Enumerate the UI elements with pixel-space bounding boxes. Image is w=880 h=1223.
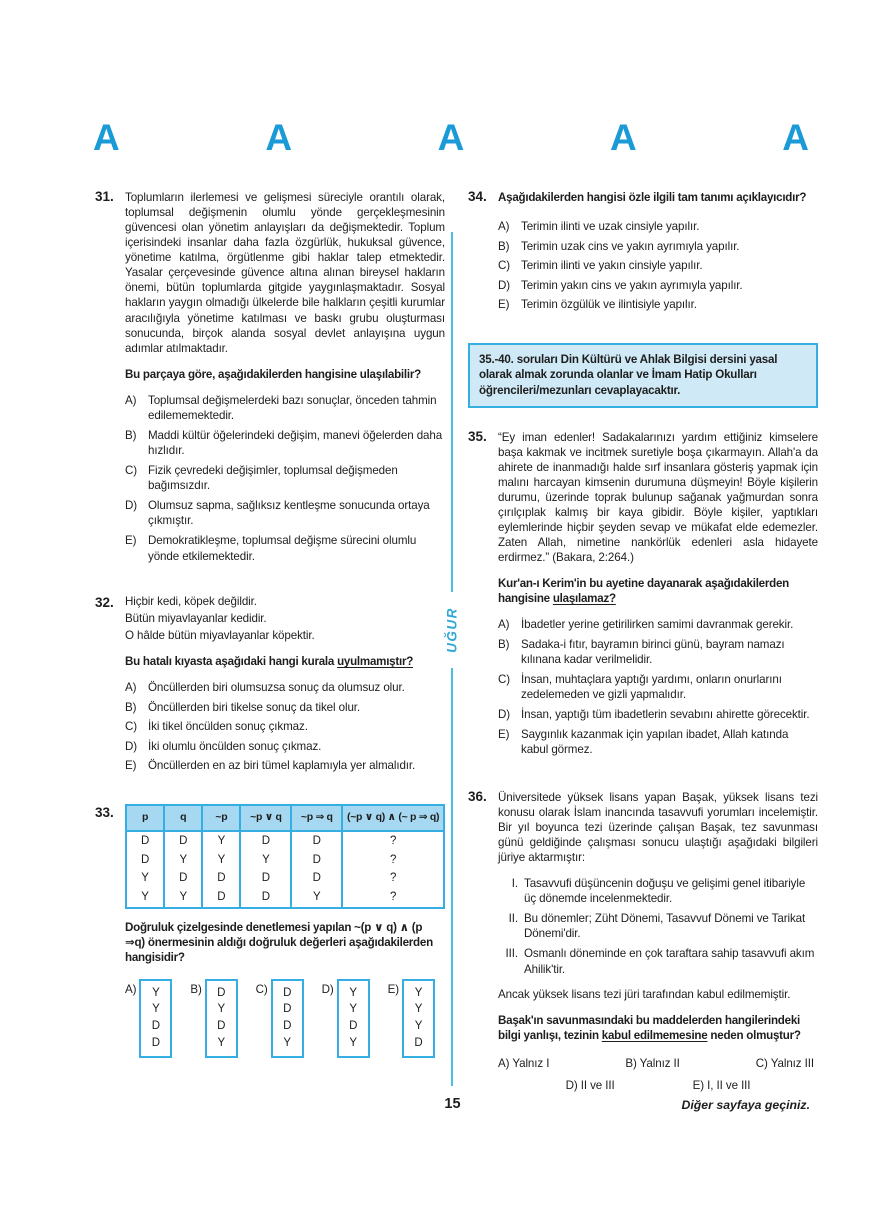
option-text: Toplumsal değişmelerdeki bazı sonuçlar, önceden tahmin edilememektedir.: [148, 393, 437, 423]
question-31: [95, 188, 445, 568]
truth-table-cell: ?: [342, 851, 444, 870]
option-label: E): [387, 982, 399, 996]
truth-table-cell: D: [126, 851, 164, 870]
option-text: Terimin özgülük ve ilintisiyle yapılır.: [521, 298, 697, 312]
stem-underlined-text: ulaşılamaz?: [552, 592, 616, 606]
section-instruction-box: 35.-40. soruları Din Kültürü ve Ahlak Bilgisi dersini yasal olarak almak zorunda olanlar ve İmam Hatip Okulları öğrencileri/mezunları cevaplayacaktır.: [468, 343, 818, 408]
truth-table-cell: ?: [342, 888, 444, 908]
stem-underlined-text: kabul edilmemesine: [601, 1029, 708, 1043]
question-stem: [125, 654, 445, 669]
option-a: [498, 617, 818, 633]
option-text: Olumsuz sapma, sağlıksız kentleşme sonucunda ortaya çıkmıştır.: [148, 498, 430, 528]
question-32: [95, 594, 445, 778]
option-text: Yalnız III: [770, 1057, 814, 1071]
question-number: 33.: [95, 804, 114, 820]
option-text: II ve III: [580, 1079, 615, 1093]
truth-value: Y: [349, 1003, 357, 1016]
booklet-letter-row: [93, 119, 809, 156]
truth-table-cell: D: [126, 831, 164, 851]
question-stem: Doğruluk çizelgesinde denetlemesi yapılan ~(p ∨ q) ∧ (p ⇒q) önermesinin aldığı doğruluk değerleri aşağıdakilerden hangisidir?: [125, 921, 433, 965]
option-label: B): [125, 428, 137, 442]
statement-text: Osmanlı döneminde en çok taraftara sahip tasavvufi akım Ahilik'tir.: [524, 947, 815, 976]
question-number: 31.: [95, 189, 114, 204]
option-text: İnsan, yaptığı tüm ibadetlerin sevabını ahirette görecektir.: [521, 707, 810, 721]
options-row-1: [498, 1056, 818, 1071]
option-d: [498, 707, 818, 723]
option-e: [125, 533, 445, 564]
right-column: [468, 188, 818, 1119]
options-row-2: [498, 1078, 818, 1093]
truth-table-cell: D: [202, 869, 240, 888]
question-body: [498, 428, 818, 762]
option-c: [125, 719, 445, 735]
question-body: [125, 804, 445, 1058]
option-c: [498, 672, 818, 703]
option-text: İnsan, muhtaçlara yaptığı yardımı, onların onurlarını zedelemeden ve gizli yapmalıdır.: [521, 672, 782, 702]
option-text: Yalnız I: [512, 1057, 550, 1071]
truth-table-cell: ?: [342, 869, 444, 888]
option-text: I, II ve III: [707, 1079, 751, 1093]
truth-table-cell: D: [164, 831, 202, 851]
question-36: [468, 788, 818, 1094]
option-label: C): [125, 463, 138, 477]
truth-table-cell: D: [291, 851, 342, 870]
option-label: B): [625, 1057, 637, 1071]
stem-text: neden olmuştur?: [707, 1029, 801, 1043]
option-label: B): [125, 700, 137, 714]
option-d: [125, 739, 445, 755]
option-text: İki tikel öncülden sonuç çıkmaz.: [148, 720, 308, 734]
option-label: D): [125, 498, 138, 512]
option-c: [756, 1056, 814, 1071]
truth-table-cell: D: [240, 869, 291, 888]
content-columns: [95, 188, 818, 1119]
truth-table-row: [126, 888, 444, 908]
option-b: [625, 1056, 679, 1071]
truth-values-box: [205, 979, 238, 1059]
stem-text: Bu hatalı kıyasta aşağıdaki hangi kurala: [125, 655, 338, 669]
option-text: Terimin uzak cins ve yakın ayrımıyla yapılır.: [521, 239, 740, 253]
truth-table-cell: Y: [291, 888, 342, 908]
option-text: Maddi kültür öğelerindeki değişim, manevi öğelerden daha hızlıdır.: [148, 428, 443, 458]
truth-value: Y: [217, 1037, 226, 1050]
option-label: E): [498, 298, 510, 312]
option-label: E): [125, 534, 137, 547]
stem-text: Başak'ın savunmasındaki bu maddelerden hangilerindeki bilgi yanlışı, tezinin: [498, 1014, 800, 1043]
option-a: [125, 979, 172, 1059]
premise-line: Hiçbir kedi, köpek değildir.: [125, 595, 257, 609]
option-e: [125, 758, 445, 774]
option-d: [125, 498, 445, 529]
option-label: A): [125, 393, 137, 407]
question-body: [125, 188, 445, 568]
publisher-watermark: UĞUR: [444, 607, 460, 653]
truth-table-header-row: [126, 805, 444, 831]
truth-table-cell: Y: [202, 851, 240, 870]
question-body: [498, 188, 818, 317]
option-label: D): [565, 1079, 578, 1093]
option-e: [498, 727, 818, 758]
truth-table-header-cell: ~p: [202, 805, 240, 831]
question-number: 35.: [468, 428, 487, 444]
question-number: 34.: [468, 189, 487, 204]
option-d: [566, 1078, 615, 1093]
booklet-letter: A: [93, 117, 120, 158]
option-c: [125, 463, 445, 494]
question-stem: Bu parçaya göre, aşağıdakilerden hangisine ulaşılabilir?: [125, 367, 421, 381]
option-c: [498, 258, 818, 274]
option-text: Terimin ilinti ve yakın cinsiyle yapılır.: [521, 259, 703, 273]
left-column: [95, 188, 445, 1119]
truth-value: Y: [349, 986, 357, 999]
truth-table-cell: D: [240, 888, 291, 908]
option-label: D): [321, 982, 334, 996]
stem-text: Kur'an-ı Kerim'in bu ayetine dayanarak aşağıdakilerden hangisine: [498, 577, 789, 606]
statement-ii: [498, 911, 818, 942]
option-e: [498, 297, 818, 313]
option-text: Terimin yakın cins ve yakın ayrımıyla yapılır.: [521, 278, 743, 292]
option-label: C): [125, 720, 138, 734]
truth-table-cell: D: [291, 869, 342, 888]
option-label: B): [498, 239, 510, 253]
option-label: A): [498, 220, 510, 234]
option-label: D): [498, 707, 511, 721]
question-stem: [498, 576, 818, 606]
truth-table-row: [126, 851, 444, 870]
option-text: Terimin ilinti ve uzak cinsiyle yapılır.: [521, 220, 700, 234]
truth-table-cell: D: [240, 831, 291, 851]
booklet-letter: A: [782, 117, 809, 158]
truth-table-header-cell: (~p ∨ q) ∧ (~ p ⇒ q): [342, 805, 444, 831]
option-b: [125, 700, 445, 716]
option-b: [498, 239, 818, 255]
question-number: 36.: [468, 788, 487, 804]
booklet-letter: A: [437, 117, 465, 158]
truth-table-cell: Y: [240, 851, 291, 870]
option-label: E): [498, 727, 510, 741]
option-label: C): [498, 672, 511, 686]
page-number: 15: [444, 1096, 461, 1112]
option-e: [388, 979, 435, 1059]
truth-table-cell: D: [164, 869, 202, 888]
truth-value: Y: [152, 1003, 160, 1016]
question-33: [95, 804, 445, 1058]
option-text: Sadaka-i fıtır, bayramın birinci günü, bayram namazı kılınana kadar verilmelidir.: [521, 637, 785, 667]
truth-table: [125, 804, 445, 909]
truth-value: Y: [217, 1003, 226, 1016]
option-b: [190, 979, 237, 1059]
truth-value: D: [217, 986, 226, 999]
truth-value: Y: [414, 1003, 423, 1016]
option-text: İki olumlu öncülden sonuç çıkmaz.: [148, 739, 322, 753]
question-text: Üniversitede yüksek lisans yapan Başak, yüksek lisans tezi konusu olarak İslam inancında tasavvufi yorumları incelemiştir. Bir yıl boyunca tezi üzerinde çalışan Başak, tez savunması günü geldiğinde çalışması sonucu ulaştığı aşağıdaki bilgileri jüriye aktarmıştır:: [498, 790, 818, 864]
statement-i: [498, 876, 818, 907]
question-body: [125, 594, 445, 778]
truth-values-box: [271, 979, 304, 1059]
truth-value: Y: [152, 986, 160, 999]
question-number: 32.: [95, 595, 114, 611]
question-body: [498, 788, 818, 1094]
question-stem: [498, 1013, 818, 1043]
option-text: İbadetler yerine getirilirken samimi davranmak gerekir.: [521, 618, 794, 632]
truth-table-row: [126, 831, 444, 851]
truth-value: D: [283, 1003, 292, 1016]
next-page-note: Diğer sayfaya geçiniz.: [681, 1098, 810, 1112]
option-text: Öncüllerden biri olumsuzsa sonuç da olumsuz olur.: [148, 681, 405, 695]
option-text: Saygınlık kazanmak için yapılan ibadet, Allah katında kabul görmez.: [521, 727, 789, 757]
truth-value: D: [151, 1020, 161, 1033]
option-label: D): [498, 278, 511, 292]
page-footer: [95, 1096, 810, 1118]
truth-table-cell: Y: [164, 851, 202, 870]
truth-value: D: [349, 1020, 358, 1033]
truth-table-cell: Y: [126, 869, 164, 888]
option-text: Demokratikleşme, toplumsal değişme sürecini olumlu yönde etkilemektedir.: [148, 534, 417, 563]
option-label: E): [125, 759, 137, 773]
option-text: Yalnız II: [639, 1057, 680, 1071]
option-label: D): [125, 739, 138, 753]
statement-label: III.: [505, 947, 518, 961]
option-text: Öncüllerden biri tikelse sonuç da tikel olur.: [148, 700, 361, 714]
statement-label: I.: [511, 876, 518, 890]
option-b: [498, 637, 818, 668]
statement-text: Tasavvufi düşüncenin doğuşu ve gelişimi genel itibariyle üç dönemde incelenmektedir.: [524, 876, 806, 906]
options-list: [125, 393, 445, 564]
question-text: “Ey iman edenler! Sadakalarınızı yardım ettiğiniz kimselere başa kakmak ve incitmek suretiyle boşa çıkarmayın. Allah'a da ahirete de inanmadığı halde sırf insanlara gösteriş yapmak için malını harcayan kimsenin durumuna düşmeyin! Böyle kişilerin durumu, üzerinde toprak bulunup sağanak yağmurdan sonra çırılçıplak kalmış bir kaya gibidir. Böyle kişiler, yaptıkları eylemlerinde hiçbir şeyden sevap ve mükafat elde edemezler. Zaten Allah, nimetine nankörlük edenleri asla hidayete erdirmez.” (Bakara, 2:264.): [498, 430, 818, 565]
numbered-statements: [498, 876, 818, 977]
truth-values-box: [139, 979, 172, 1059]
option-c: [256, 979, 304, 1059]
options-list: [498, 617, 818, 757]
option-label: A): [498, 618, 510, 632]
truth-value: D: [217, 1020, 226, 1033]
option-label: A): [498, 1057, 510, 1071]
option-label: C): [255, 982, 268, 996]
option-a: [125, 680, 445, 696]
truth-value: Y: [349, 1037, 357, 1050]
truth-value: D: [283, 1020, 292, 1033]
premise-line: O hâlde bütün miyavlayanlar köpektir.: [125, 629, 315, 643]
option-a: [125, 393, 445, 424]
option-e: [693, 1078, 751, 1093]
statement-text: Bu dönemler; Züht Dönemi, Tasavvuf Dönemi ve Tarikat Dönemi'dir.: [524, 911, 806, 941]
statement-iii: [498, 946, 818, 977]
truth-table-cell: D: [291, 831, 342, 851]
options-list: [125, 680, 445, 774]
truth-value: D: [283, 986, 292, 999]
question-35: [468, 428, 818, 762]
option-d: [498, 278, 818, 294]
truth-table-cell: D: [202, 888, 240, 908]
truth-table-cell: ?: [342, 831, 444, 851]
option-label: A): [125, 681, 137, 695]
truth-table-cell: Y: [164, 888, 202, 908]
syllogism-premises: [125, 594, 445, 643]
options-list: [125, 979, 445, 1059]
truth-values-box: [337, 979, 370, 1059]
option-text: Fizik çevredeki değişimler, toplumsal değişmeden bağımsızdır.: [148, 463, 398, 493]
option-d: [322, 979, 370, 1059]
question-note: Ancak yüksek lisans tezi jüri tarafından kabul edilmemiştir.: [498, 988, 791, 1002]
options-list: [498, 219, 818, 313]
truth-table-header-cell: ~p ∨ q: [240, 805, 291, 831]
truth-value: Y: [283, 1037, 291, 1050]
stem-underlined-text: uyulmamıştır?: [337, 655, 414, 669]
option-label: C): [755, 1057, 768, 1071]
truth-value: D: [414, 1037, 423, 1050]
truth-table-header-cell: ~p ⇒ q: [291, 805, 342, 831]
truth-table-row: [126, 869, 444, 888]
truth-table-header-cell: q: [164, 805, 202, 831]
question-text: Toplumların ilerlemesi ve gelişmesi süreciyle orantılı olarak, toplumsal değişmenin olumlu yönde gerçekleşmesinin güvencesi olan yönetim anlayışları da değişmektedir. Toplum içerisindeki insanlar daha fazla özgürlük, hukuksal güvence, yönetime katılma, örgütlenme gibi haklar talep etmektedir. Yasalar çerçevesinde güvence altına alınan bireysel hakların önemi, bütün toplumlarda gitgide yaygınlaşmaktadır. Sosyal hakların yaygın olmadığı ülkelerde bile halkların çeşitli kurumlar aracılığıyla yönetime katılması ve baskı grubu oluşturması sonucunda, birçok alanda sosyal devlet anlayışına uygun adımlar atılmaktadır.: [125, 191, 445, 355]
option-b: [125, 428, 445, 459]
option-a: [498, 219, 818, 235]
option-text: Öncüllerden en az biri tümel kaplamıyla yer almalıdır.: [148, 759, 416, 773]
truth-table-cell: Y: [126, 888, 164, 908]
truth-values-box: [402, 979, 435, 1059]
statement-label: II.: [508, 911, 518, 925]
question-stem: Aşağıdakilerden hangisi özle ilgili tam tanımı açıklayıcıdır?: [498, 191, 807, 204]
truth-value: D: [151, 1037, 161, 1050]
truth-table-cell: Y: [202, 831, 240, 851]
option-a: [498, 1056, 549, 1071]
booklet-letter: A: [265, 117, 293, 158]
premise-line: Bütün miyavlayanlar kedidir.: [125, 612, 267, 626]
booklet-letter: A: [609, 117, 637, 158]
question-34: [468, 188, 818, 317]
option-label: E): [692, 1079, 705, 1093]
truth-table-header-cell: p: [126, 805, 164, 831]
option-label: A): [125, 982, 137, 996]
option-label: C): [498, 259, 511, 273]
option-label: B): [190, 982, 202, 996]
truth-value: Y: [414, 1020, 423, 1033]
truth-value: Y: [414, 986, 423, 999]
option-label: B): [498, 637, 510, 651]
